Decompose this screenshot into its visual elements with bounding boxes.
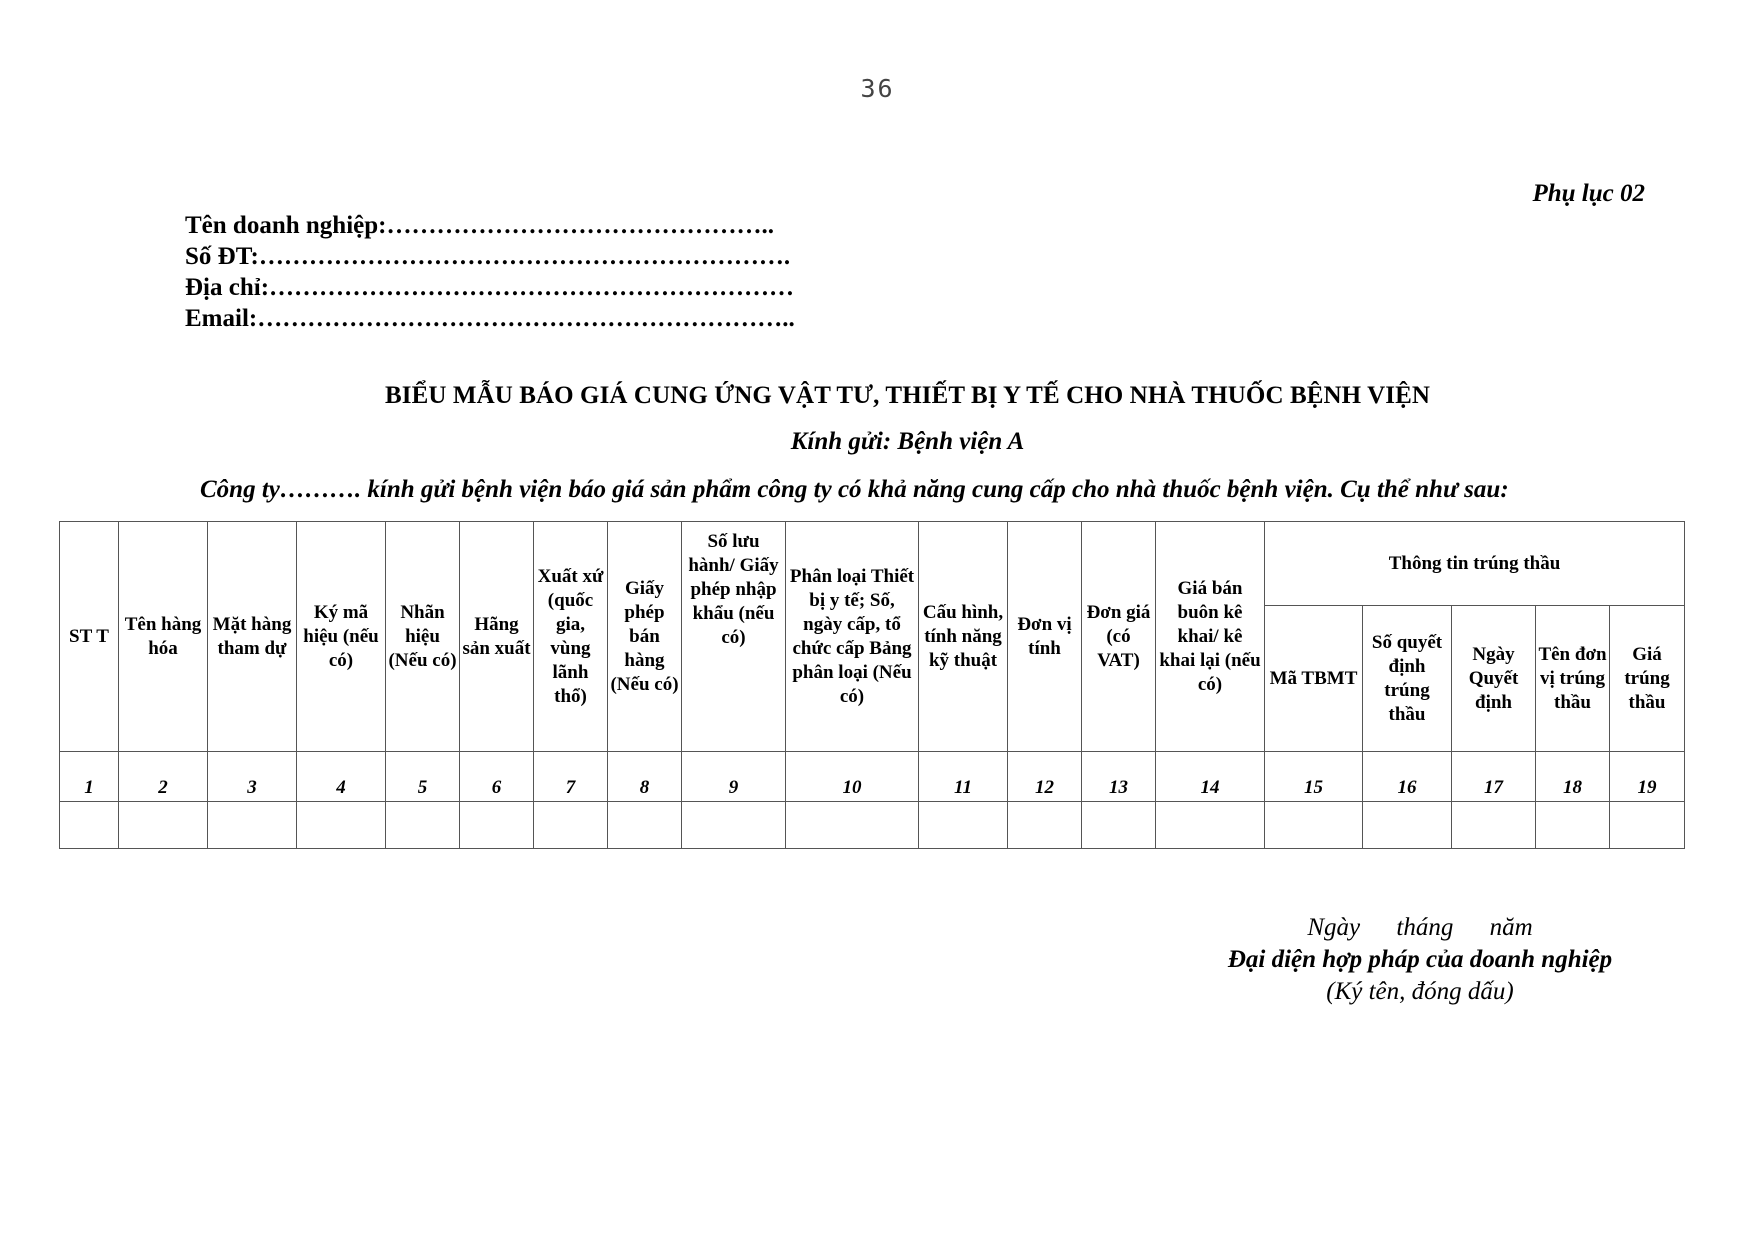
table-cell	[1610, 802, 1685, 849]
column-number: 5	[386, 752, 460, 802]
col-header-winning-unit: Tên đơn vị trúng thầu	[1536, 606, 1610, 752]
column-number: 15	[1265, 752, 1363, 802]
column-number: 16	[1363, 752, 1452, 802]
table-cell	[60, 802, 119, 849]
table-cell	[1082, 802, 1156, 849]
col-header-stt: ST T	[60, 522, 119, 752]
col-header-winning-price: Giá trúng thầu	[1610, 606, 1685, 752]
col-header-sales-license: Giấy phép bán hàng (Nếu có)	[608, 522, 682, 752]
col-header-manufacturer: Hãng sản xuất	[460, 522, 534, 752]
col-header-tender-code: Mã TBMT	[1265, 606, 1363, 752]
column-number: 9	[682, 752, 786, 802]
col-header-configuration: Cấu hình, tính năng kỹ thuật	[919, 522, 1008, 752]
col-header-origin: Xuất xứ (quốc gia, vùng lãnh thổ)	[534, 522, 608, 752]
company-info-block	[185, 210, 795, 334]
column-number: 17	[1452, 752, 1536, 802]
column-number: 14	[1156, 752, 1265, 802]
intro-paragraph: Công ty………. kính gửi bệnh viện báo giá sản phẩm công ty có khả năng cung cấp cho nhà thuốc bệnh viện. Cụ thể như sau:	[200, 476, 1509, 503]
column-number: 2	[119, 752, 208, 802]
page-number: 36	[860, 74, 895, 103]
table-cell	[1265, 802, 1363, 849]
signature-note: (Ký tên, đóng dấu)	[1326, 978, 1514, 1005]
table-cell	[1452, 802, 1536, 849]
company-email-field: Email:………………………………………………………..	[185, 305, 795, 332]
table-cell	[460, 802, 534, 849]
table-cell	[1536, 802, 1610, 849]
col-header-decision-date: Ngày Quyết định	[1452, 606, 1536, 752]
column-number: 1	[60, 752, 119, 802]
document-title: BIỂU MẪU BÁO GIÁ CUNG ỨNG VẬT TƯ, THIẾT BỊ Y TẾ CHO NHÀ THUỐC BỆNH VIỆN	[384, 382, 1431, 409]
company-phone-field: Số ĐT:……………………………………………………….	[185, 243, 791, 270]
column-number: 3	[208, 752, 297, 802]
signature-representative: Đại diện hợp pháp của doanh nghiệp	[1227, 946, 1613, 973]
col-header-model-code: Ký mã hiệu (nếu có)	[297, 522, 386, 752]
table-cell	[919, 802, 1008, 849]
column-number: 10	[786, 752, 919, 802]
quote-table	[59, 521, 1685, 849]
table-cell	[786, 802, 919, 849]
table-cell	[1363, 802, 1452, 849]
col-header-registration-license: Số lưu hành/ Giấy phép nhập khẩu (nếu có)	[682, 522, 786, 752]
table-cell	[119, 802, 208, 849]
group-header-bid-info: Thông tin trúng thầu	[1265, 522, 1685, 606]
col-header-brand: Nhãn hiệu (Nếu có)	[386, 522, 460, 752]
column-number: 12	[1008, 752, 1082, 802]
col-header-unit: Đơn vị tính	[1008, 522, 1082, 752]
table-row	[60, 802, 1685, 849]
col-header-decision-number: Số quyết định trúng thầu	[1363, 606, 1452, 752]
col-header-product-name: Tên hàng hóa	[119, 522, 208, 752]
column-number: 7	[534, 752, 608, 802]
column-number: 11	[919, 752, 1008, 802]
col-header-classification: Phân loại Thiết bị y tế; Số, ngày cấp, tổ chức cấp Bảng phân loại (Nếu có)	[786, 522, 919, 752]
column-number-row	[60, 752, 1685, 802]
addressee: Kính gửi: Bệnh viện A	[790, 428, 1025, 455]
column-number: 19	[1610, 752, 1685, 802]
column-number: 13	[1082, 752, 1156, 802]
column-number: 18	[1536, 752, 1610, 802]
col-header-bid-item: Mặt hàng tham dự	[208, 522, 297, 752]
table-cell	[208, 802, 297, 849]
column-number: 8	[608, 752, 682, 802]
company-name-field: Tên doanh nghiệp:………………………………………..	[185, 212, 774, 239]
appendix-label: Phụ lục 02	[1532, 180, 1645, 207]
column-number: 6	[460, 752, 534, 802]
table-cell	[386, 802, 460, 849]
table-cell	[297, 802, 386, 849]
table-cell	[534, 802, 608, 849]
table-cell	[682, 802, 786, 849]
table-cell	[1156, 802, 1265, 849]
signature-block	[1210, 912, 1630, 1008]
table-cell	[1008, 802, 1082, 849]
column-number: 4	[297, 752, 386, 802]
col-header-wholesale-price: Giá bán buôn kê khai/ kê khai lại (nếu có)	[1156, 522, 1265, 752]
company-address-field: Địa chỉ:………………………………………………………	[185, 274, 795, 301]
col-header-unit-price: Đơn giá (có VAT)	[1082, 522, 1156, 752]
table-cell	[608, 802, 682, 849]
signature-date-line: Ngày tháng năm	[1307, 914, 1533, 941]
header-row	[60, 522, 1685, 606]
